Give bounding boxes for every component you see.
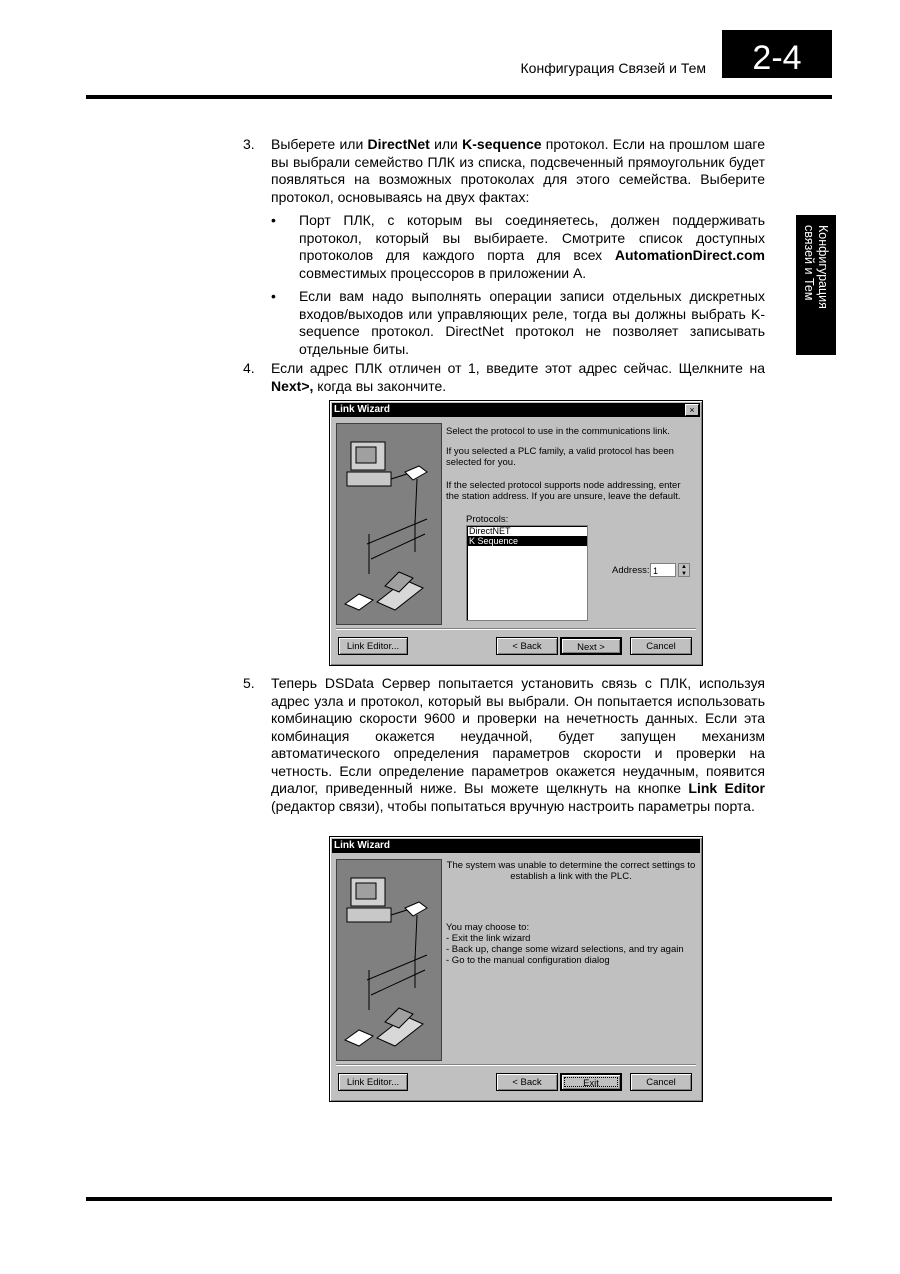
step-3 <box>243 136 765 358</box>
link-editor-button[interactable]: Link Editor... <box>338 1073 408 1091</box>
choice-item: - Back up, change some wizard selections, and try again <box>446 944 684 955</box>
step-4-text <box>271 360 765 395</box>
dialog-title: Link Wizard <box>332 403 700 417</box>
text: или <box>429 136 463 152</box>
choices-heading: You may choose to: <box>446 922 530 933</box>
back-button[interactable]: < Back <box>496 637 558 655</box>
choice-item: - Go to the manual configuration dialog <box>446 955 610 966</box>
instruction-text: Select the protocol to use in the communications link. <box>446 426 670 437</box>
address-input[interactable]: 1 <box>650 563 676 577</box>
protocols-label: Protocols: <box>466 514 509 525</box>
step-5-text <box>271 675 765 815</box>
text: когда вы закончите. <box>313 377 447 394</box>
back-button[interactable]: < Back <box>496 1073 558 1091</box>
address-spinner[interactable]: ▲ ▼ <box>678 563 690 577</box>
wizard-illustration <box>336 423 442 625</box>
link-wizard-dialog-failure <box>329 836 703 1102</box>
exit-button[interactable]: Exit <box>560 1073 622 1091</box>
text: совместимых процессоров в приложении А. <box>299 264 587 281</box>
text: Если вам надо выполнять операции записи отдельных дискретных входов/выходов или управляющих реле, тогда вы должны выбрать K-sequence протокол. DirectNet протокол не позволяет записывать отдельные биты. <box>299 288 765 357</box>
side-tab-line1: Конфигурация <box>816 225 830 309</box>
bullet-dot: • <box>271 288 276 304</box>
bullet-item <box>271 212 765 282</box>
next-button[interactable]: Next > <box>560 637 622 655</box>
dialog-title: Link Wizard <box>332 839 700 853</box>
bullet-item <box>271 288 765 358</box>
link-wizard-dialog-protocol <box>329 400 703 666</box>
bold-term: Link Editor <box>688 780 765 796</box>
choice-item: - Exit the link wizard <box>446 933 531 944</box>
protocols-listbox[interactable] <box>466 525 588 621</box>
cancel-button[interactable]: Cancel <box>630 1073 692 1091</box>
close-icon[interactable]: × <box>685 404 699 416</box>
step-number: 4. <box>243 360 255 376</box>
footer-rule <box>86 1197 832 1201</box>
bold-term: AutomationDirect.com <box>614 247 765 263</box>
chapter-side-tab <box>796 215 836 355</box>
instruction-text: If you selected a PLC family, a valid protocol has been selected for you. <box>446 446 674 468</box>
step-number: 5. <box>243 675 255 691</box>
text: протокол. Если на прошлом шаге вы выбрали семейство ПЛК из списка, подсвеченный прямоугольник будет появляться на возможных протоколах для этого семейства. Выберите протокол, основываясь на двух фактах: <box>271 136 765 205</box>
dialog-separator <box>336 1064 696 1066</box>
page-number-box: 2-4 <box>722 30 832 78</box>
bullet-dot: • <box>271 212 276 228</box>
text: (редактор связи), чтобы попытаться вручную настроить параметры порта. <box>271 797 755 814</box>
bold-term: Next>, <box>271 377 314 394</box>
bold-term: DirectNet <box>367 136 430 152</box>
wizard-illustration <box>336 859 442 1061</box>
step-4 <box>243 360 765 395</box>
header-rule <box>86 95 832 99</box>
text: Выберете или <box>271 136 368 152</box>
address-label: Address: <box>612 565 650 576</box>
error-message: The system was unable to determine the correct settings to establish a link with the PLC. <box>446 860 696 882</box>
bold-term: K-sequence <box>462 136 542 152</box>
protocol-option[interactable]: DirectNET <box>469 526 511 536</box>
running-header-title: Конфигурация Связей и Тем <box>520 60 706 76</box>
text: Порт ПЛК, с которым вы соединяетесь, должен поддерживать протокол, который вы выбираете. Смотрите список доступных протоколов для каждого порта для всех <box>299 212 765 263</box>
cancel-button[interactable]: Cancel <box>630 637 692 655</box>
text: Теперь DSData Сервер попытается установить связь с ПЛК, используя адрес узла и протокол, который вы выбрали. Он попытается использовать комбинацию скорости 9600 и проверки на нечетность данных. Если эта комбинация окажется неудачной, будет запущен механизм автоматического определения параметров скорости и проверки на четность. Если определение параметров окажется неудачным, появится диалог, приведенный ниже. Вы можете щелкнуть на кнопке <box>271 675 765 796</box>
instruction-text: If the selected protocol supports node addressing, enter the station address. If you are unsure, leave the default. <box>446 480 681 502</box>
protocol-option-selected[interactable]: K Sequence <box>467 536 587 546</box>
step-5 <box>243 675 765 815</box>
step-3-text <box>271 136 765 206</box>
side-tab-line2: связей и Тем <box>802 225 816 301</box>
link-editor-button[interactable]: Link Editor... <box>338 637 408 655</box>
step-number: 3. <box>243 136 255 152</box>
text: Если адрес ПЛК отличен от 1, введите этот адрес сейчас. Щелкните на <box>271 360 765 376</box>
dialog-separator <box>336 628 696 630</box>
